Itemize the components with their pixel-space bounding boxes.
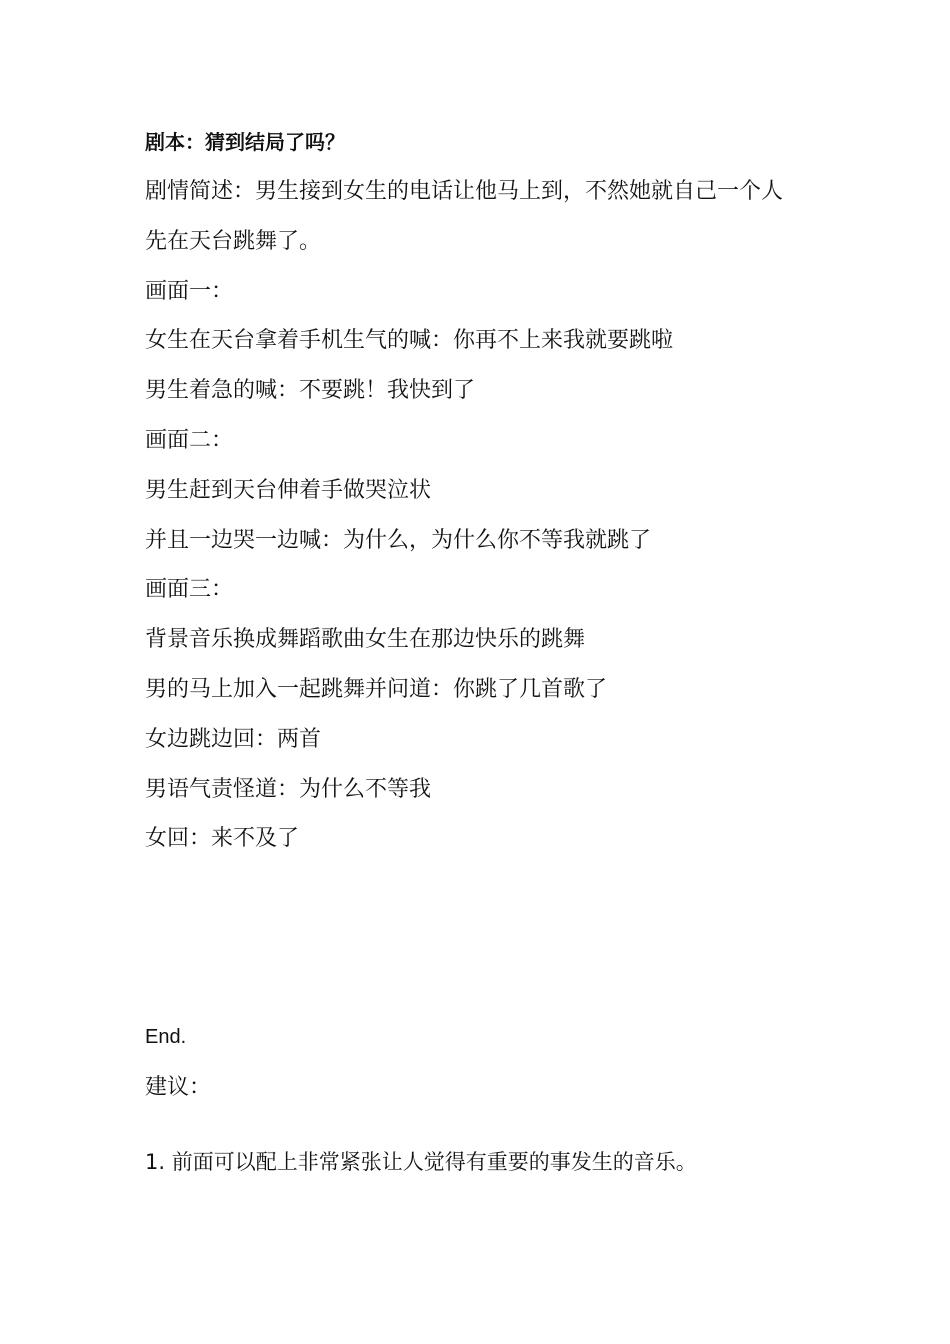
end-marker: End. <box>145 1026 187 1048</box>
scene-1-line-2: 男生着急的喊：不要跳！我快到了 <box>145 378 476 403</box>
script-title: 剧本：猜到结局了吗？ <box>145 130 345 154</box>
scene-2-line-2: 并且一边哭一边喊：为什么，为什么你不等我就跳了 <box>145 528 652 553</box>
suggestion-heading: 建议： <box>145 1075 212 1100</box>
scene-3-heading: 画面三： <box>145 577 234 602</box>
scene-2-heading: 画面二： <box>145 428 234 453</box>
scene-1-heading: 画面一： <box>145 279 234 304</box>
scene-3-line-1: 背景音乐换成舞蹈歌曲女生在那边快乐的跳舞 <box>145 627 586 652</box>
scene-3-line-5: 女回：来不及了 <box>145 826 300 851</box>
suggestion-item-1: 1. 前面可以配上非常紧张让人觉得有重要的事发生的音乐。 <box>145 1150 697 1174</box>
scene-3-line-3: 女边跳边回：两首 <box>145 727 322 752</box>
summary-line-2: 先在天台跳舞了。 <box>145 229 322 254</box>
scene-1-line-1: 女生在天台拿着手机生气的喊：你再不上来我就要跳啦 <box>145 328 674 353</box>
scene-3-line-2: 男的马上加入一起跳舞并问道：你跳了几首歌了 <box>145 677 608 702</box>
scene-3-line-4: 男语气责怪道：为什么不等我 <box>145 777 432 802</box>
scene-2-line-1: 男生赶到天台伸着手做哭泣状 <box>145 478 432 503</box>
summary-line-1: 剧情简述：男生接到女生的电话让他马上到，不然她就自己一个人 <box>145 179 784 204</box>
